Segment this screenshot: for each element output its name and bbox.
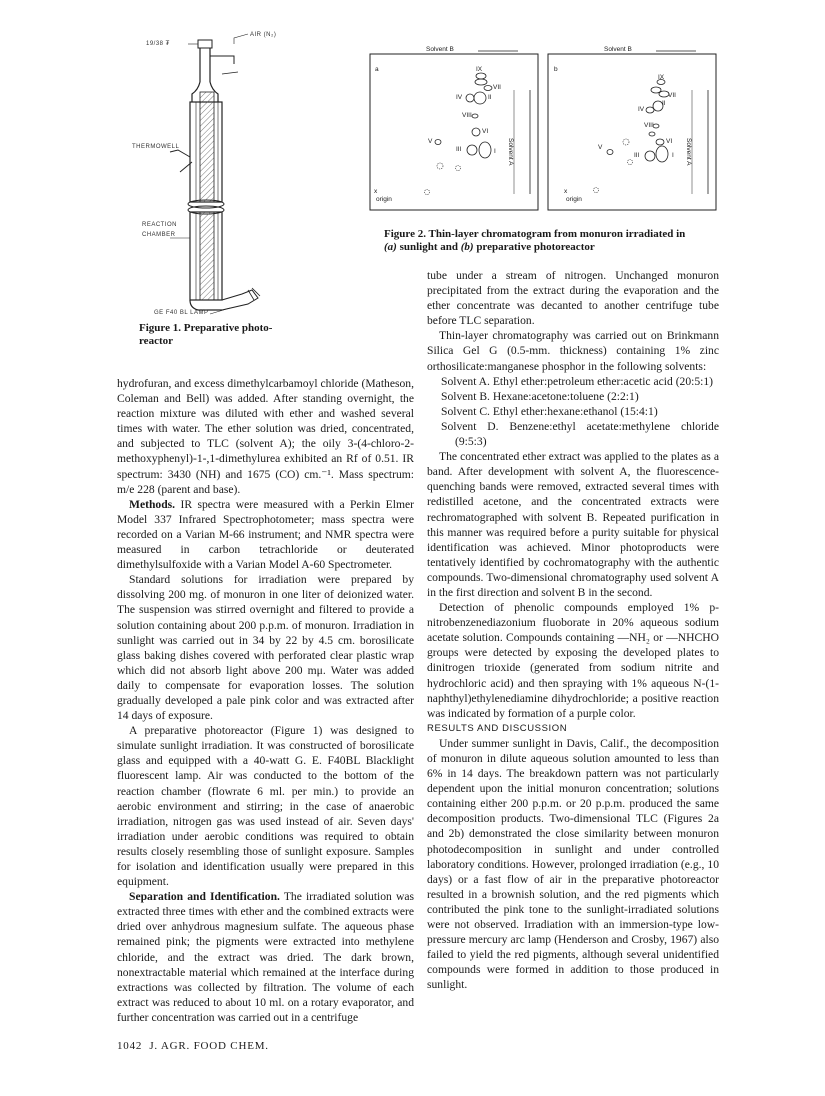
plate-b-spot-ii: II — [662, 100, 666, 107]
plate-a-spot-v: V — [428, 138, 433, 145]
plate-b-spot-ix: IX — [658, 74, 665, 81]
plate-b-solvent-a: Solvent A — [685, 138, 692, 166]
figure-1-caption-prefix: Figure 1. — [139, 322, 181, 334]
photoreactor-drawing — [130, 32, 310, 322]
lamp-label: GE F40 BL LAMP — [154, 310, 209, 316]
figure-2-caption — [384, 228, 714, 254]
separation-paragraph — [117, 889, 414, 1025]
plate-b-spot-viii: VIII — [644, 122, 654, 129]
plate-a-spot-ix: IX — [476, 66, 483, 73]
reaction-chamber-label-1: REACTION — [142, 222, 178, 228]
left-paragraph-1: hydrofuran, and excess dimethylcarbamoyl chloride (Matheson, Coleman and Bell) was added. After standing overnight, the reaction mixture was diluted with ether and washed several times with water. The ether solution was dried, concentrated, and subjected to TLC (solvent A); the oily 3-(4-chloro-2-methoxyphenyl)-1-,1-dimethylurea exhibited an Rf of 0.51. IR spectrum: 3430 (NH) and 1675 (CO) cm.⁻¹. Mass spectrum: m/e 228 (parent and base). — [117, 377, 414, 496]
right-paragraph-3: The concentrated ether extract was applied to the plates as a band. After development with solvent A, the fluorescence-quenching bands were removed, extracted several times with redistilled acetone, and the concentrated extracts were rechromatographed with solvent B. Repeated purification in this manner was required before a purity suitable for physical identification was achieved. Minor photoproducts were tentatively identified by cochromatography with the authentic compounds. Two-dimensional chromatography used solvent A in the first direction and solvent B in the second. — [427, 450, 719, 599]
air-label: AIR (N₂) — [250, 32, 277, 38]
right-paragraph-1: tube under a stream of nitrogen. Unchanged monuron precipitated from the extract during the evaporation and the ether concentrate was decanted to another centrifuge tube before TLC separation. — [427, 269, 719, 328]
plate-b-spot-i: I — [672, 152, 674, 159]
left-paragraph-3: Standard solutions for irradiation were prepared by dissolving 200 mg. of monuron in one liter of deionized water. The suspension was stirred overnight and filtered to provide a solution containing about 200 p.p.m. of monuron. Irradiation in sunlight was carried out in 34 by 22 by 4.5 cm. borosilicate glass baking dishes covered with perforated clear plastic wrap which did not absorb light above 200 mμ. Water was added daily to compensate for evaporation losses. The solution gradually developed a pale pink color and was extracted after 14 days of exposure. — [117, 573, 414, 723]
figure-2-caption-line1: Thin-layer chromatogram from monuron irradiated in — [428, 228, 686, 240]
methods-heading: Methods. — [129, 497, 176, 511]
plate-a-spot-vi: VI — [482, 128, 489, 135]
right-paragraph-5: Under summer sunlight in Davis, Calif., the decomposition of monuron in dilute aqueous solution amounted to less than 6% in 14 days. The breakdown pattern was not particularly dependent upon the initial monuron concentration; solutions containing either 200 p.p.m. or 20 p.p.m. produced the same decomposition products. Two-dimensional TLC (Figures 2a and 2b) demonstrated the close similarity between monuron photodecomposition in sunlight and under controlled laboratory conditions. However, prolonged irradiation (e.g., 10 days) or a fast flow of air in the preparative photoreactor resulted in a brownish solution, and the red pigments which contributed the pink tone to the sunlight-irradiated solutions were not observed. Irradiation with an immersion-type low-pressure mercury arc lamp (Henderson and Crosby, 1967) also failed to yield the red pigments, although several unidentified compounds were formed in addition to those produced in sunlight. — [427, 736, 719, 992]
page-number: 1042 — [117, 1040, 143, 1052]
tlc-plate-a — [368, 44, 542, 212]
plate-a-spot-viii: VIII — [462, 112, 472, 119]
page-footer — [117, 1040, 269, 1052]
plate-a-spot-iii: III — [456, 146, 462, 153]
plate-a-solvent-b: Solvent B — [426, 46, 454, 53]
plate-a-letter: a — [375, 66, 379, 73]
tlc-plate-b — [546, 44, 720, 212]
left-column — [117, 376, 414, 1025]
figure-2-caption-a: (a) — [384, 241, 397, 253]
figure-2-caption-end: preparative photoreactor — [476, 241, 595, 253]
plate-a-solvent-a: Solvent A — [507, 138, 514, 166]
thermowell-label: THERMOWELL — [132, 144, 180, 150]
left-paragraph-4: A preparative photoreactor (Figure 1) was designed to simulate sunlight irradiation. It was constructed of borosilicate glass and equipped with a 40-watt G. E. F40BL Blacklight fluorescent lamp. Air was conducted to the bottom of the reaction chamber (flowrate 6 ml. per min.) to provide an aerobic environment and stirring; in the case of anaerobic irradiation, nitrogen gas was used instead of air. Seven days' irradiation under aerobic conditions was required to obtain results closely resembling those of sunlight exposure. Samples for isolation and identification usually were prepared in this equipment. — [117, 724, 414, 889]
journal-name: J. AGR. FOOD CHEM. — [149, 1040, 269, 1052]
methods-text: IR spectra were measured with a Perkin Elmer Model 337 Infrared Spectrophotometer; mass spectra were recorded on a Varian M-66 instrument; and NMR spectra were measured in carbon tetrachloride or deuterated dimethylsulfoxide with a Varian Model A-60 Spectrometer. — [117, 497, 414, 572]
figure-1-caption — [139, 322, 289, 348]
plate-a-spot-vii: VII — [493, 84, 501, 91]
solvent-d-entry: Solvent D. Benzene:ethyl acetate:methylene chloride (9:5:3) — [441, 419, 719, 449]
plate-b-letter: b — [554, 66, 558, 73]
plate-b-spot-v: V — [598, 144, 603, 151]
plate-b-spot-iv: IV — [638, 106, 645, 113]
solvent-a-entry: Solvent A. Ethyl ether:petroleum ether:acetic acid (20:5:1) — [441, 374, 714, 388]
separation-heading: Separation and Identification. — [129, 890, 280, 904]
right-paragraph-4: Detection of phenolic compounds employed 1% p-nitrobenzenediazonium fluoborate in 20% aqueous sodium acetate solution. Compounds containing —NH₂ or —NHCHO groups were detected by exposing the developed plates to dinitrogen trioxide (generated from sodium nitrite and hydrochloric acid) and then spraying with 1% aqueous N-(1-naphthyl)ethylenediamine dihydrochloride; a positive reaction was indicated by formation of a purple color. — [427, 601, 719, 720]
joint-label: 19/38 ₮ — [146, 41, 170, 47]
plate-b-spot-vi: VI — [666, 138, 673, 145]
methods-paragraph — [117, 497, 414, 572]
solvent-b-entry: Solvent B. Hexane:acetone:toluene (2:2:1) — [441, 389, 639, 403]
right-paragraph-2: Thin-layer chromatography was carried out on Brinkmann Silica Gel G (0.5-mm. thickness) containing 1% zinc orthosilicate:manganese phosphor in the following solvents: — [427, 329, 719, 373]
figure-2-caption-mid: sunlight and — [399, 241, 458, 253]
figure-2 — [368, 44, 718, 214]
plate-a-origin: origin — [376, 196, 392, 203]
figure-2-caption-prefix: Figure 2. — [384, 228, 426, 240]
plate-a-x: x — [374, 188, 378, 195]
separation-text: The irradiated solution was extracted three times with ether and the combined extracts were dried over anhydrous magnesium sulfate. The aqueous phase remained pink; the pigments were extracted into methylene chloride, and the extract was dried. The dark brown, nonextractable material which remained at the interface during extractions was collected by filtration. The volume of each extract was reduced to about 10 ml. on a rotary evaporator, and further concentration was carried out in a centrifuge — [117, 890, 414, 1024]
figure-1 — [130, 32, 310, 322]
solvent-c-entry: Solvent C. Ethyl ether:hexane:ethanol (15:4:1) — [441, 404, 658, 418]
plate-b-origin: origin — [566, 196, 582, 203]
reaction-chamber-label-2: CHAMBER — [142, 232, 176, 238]
results-heading: RESULTS AND DISCUSSION — [427, 722, 568, 734]
plate-a-spot-ii: II — [488, 94, 492, 101]
plate-b-spot-iii: III — [634, 152, 640, 159]
right-column — [427, 268, 719, 993]
plate-b-spot-vii: VII — [668, 92, 676, 99]
plate-b-x: x — [564, 188, 568, 195]
figure-1-caption-text: Preparative photo-reactor — [139, 322, 273, 347]
plate-b-solvent-b: Solvent B — [604, 46, 632, 53]
figure-2-caption-b: (b) — [460, 241, 474, 253]
plate-a-spot-i: I — [494, 148, 496, 155]
plate-a-spot-iv: IV — [456, 94, 463, 101]
